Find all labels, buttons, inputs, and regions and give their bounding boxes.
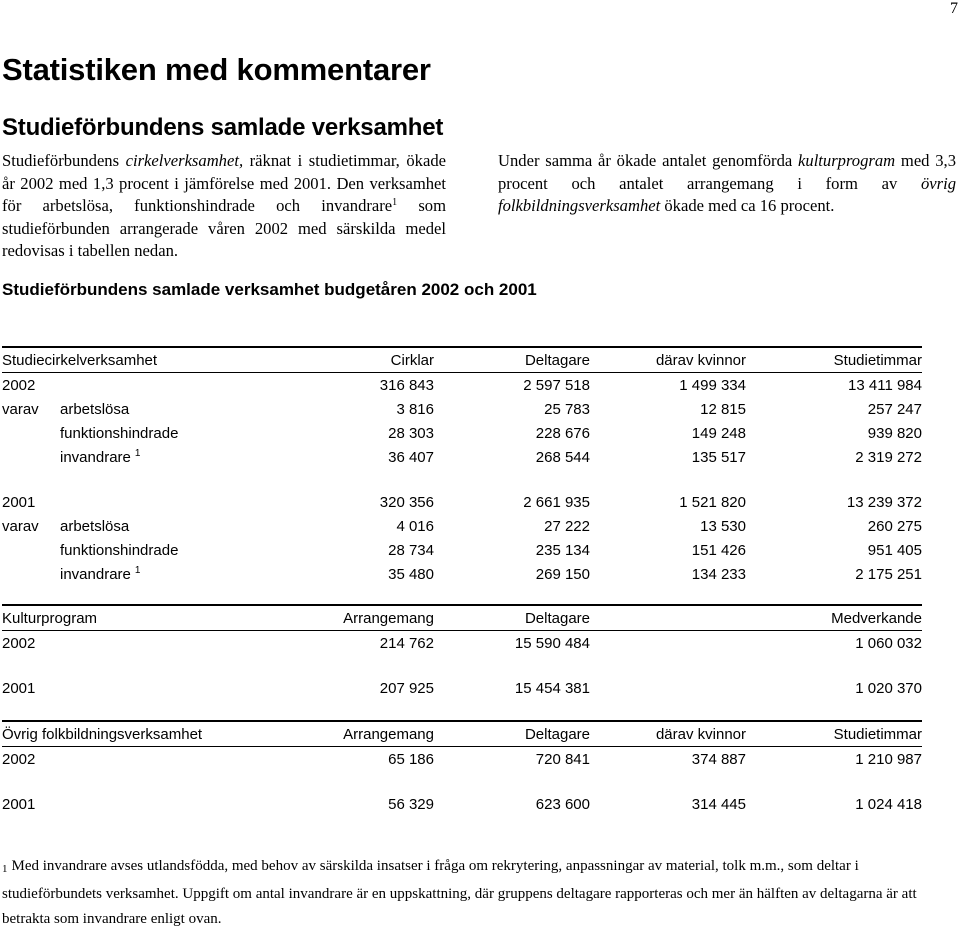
table-cell: 15 454 381	[514, 679, 590, 697]
table-cell: 214 762	[379, 634, 434, 652]
study-circle-table	[2, 346, 922, 586]
table-cell: 4 016	[396, 517, 434, 535]
table-cell: 135 517	[691, 448, 746, 466]
table-cell: 314 445	[691, 795, 746, 813]
table-cell: 1 210 987	[855, 750, 922, 768]
intro-right-text-1: Under samma år ökade antalet genomförda	[498, 151, 799, 170]
table-cell: 2 319 272	[855, 448, 922, 466]
footnote-reference: 1	[134, 564, 141, 576]
spacer-row	[2, 655, 922, 676]
table-cell: 12 815	[700, 400, 746, 418]
table-cell: 720 841	[535, 750, 590, 768]
column-header: därav kvinnor	[590, 721, 746, 747]
column-header: Arrangemang	[260, 721, 434, 747]
table-cell: 623 600	[535, 795, 590, 813]
table-cell: 1 521 820	[679, 493, 746, 511]
spacer-row	[2, 771, 922, 792]
column-header: Deltagare	[434, 721, 590, 747]
row-label	[60, 562, 260, 586]
footnote-reference: 1	[392, 197, 398, 208]
column-header: Kulturprogram	[2, 605, 260, 631]
column-header: Studietimmar	[746, 721, 922, 747]
table-cell: 2 661 935	[523, 493, 590, 511]
table-cell: 1 024 418	[855, 795, 922, 813]
intro-right-text-2: med 3,3 procent och antalet arrangemang i form av	[498, 151, 956, 193]
table-cell: 374 887	[691, 750, 746, 768]
table-cell: 25 783	[544, 400, 590, 418]
table-cell: 269 150	[535, 565, 590, 583]
table-cell: 1 499 334	[679, 376, 746, 394]
table-cell: 228 676	[535, 424, 590, 442]
table-cell: 260 275	[867, 517, 922, 535]
table-row	[2, 676, 922, 700]
column-header: Arrangemang	[260, 605, 434, 631]
table-row	[2, 514, 922, 538]
column-header: Deltagare	[434, 605, 590, 631]
table-cell: 151 426	[691, 541, 746, 559]
column-header: Studietimmar	[746, 347, 922, 373]
table-cell: 36 407	[388, 448, 434, 466]
table-cell: 235 134	[535, 541, 590, 559]
column-header: Studiecirkelverksamhet	[2, 347, 260, 373]
page-number: 7	[950, 0, 958, 17]
table-cell: 13 411 984	[848, 376, 922, 394]
culture-program-table	[2, 604, 922, 700]
intro-right-text-3: ökade med ca 16 procent.	[660, 196, 835, 215]
row-label: arbetslösa	[60, 517, 130, 535]
table-cell: 316 843	[379, 376, 434, 394]
table-row	[2, 792, 922, 816]
table-cell: 28 734	[388, 541, 434, 559]
year-cell: 2002	[2, 376, 36, 394]
table-row	[2, 490, 922, 514]
table-cell: 2 175 251	[855, 565, 922, 583]
table-cell: 134 233	[691, 565, 746, 583]
other-activity-table	[2, 720, 922, 816]
table-cell: 1 060 032	[855, 634, 922, 652]
section-heading: Studieförbundens samlade verksamhet	[2, 114, 444, 141]
table-row	[2, 562, 922, 586]
column-header: Medverkande	[746, 605, 922, 631]
table-cell: 13 530	[700, 517, 746, 535]
table-cell: 951 405	[867, 541, 922, 559]
table-row	[2, 445, 922, 469]
table-cell: 268 544	[535, 448, 590, 466]
row-prefix: varav	[2, 400, 39, 418]
table-cell: 1 020 370	[855, 679, 922, 697]
year-cell: 2001	[2, 679, 36, 697]
table-cell: 320 356	[379, 493, 434, 511]
intro-left-text-2: räknat i studietimmar, ökade år 2002 med 1,3 procent i jämförelse med 2001. Den verksamhet för arbetslösa, funktionshindrade och invandrare	[2, 151, 446, 215]
intro-paragraph-right	[498, 150, 956, 218]
table-row	[2, 747, 922, 772]
intro-paragraph-left	[2, 150, 446, 263]
row-label: funktionshindrade	[60, 424, 179, 442]
table-cell: 149 248	[691, 424, 746, 442]
table-header-row	[2, 605, 922, 631]
table-row	[2, 538, 922, 562]
table-row	[2, 421, 922, 445]
column-header: därav kvinnor	[590, 347, 746, 373]
year-cell: 2001	[2, 493, 36, 511]
page-title: Statistiken med kommentarer	[2, 52, 431, 87]
year-cell: 2001	[2, 795, 36, 813]
table-cell: 28 303	[388, 424, 434, 442]
row-label-text: invandrare	[60, 565, 131, 583]
column-header: Deltagare	[434, 347, 590, 373]
intro-left-text-3: som studieförbunden arrangerade våren 2002 med särskilda medel redovisas i tabellen nedan.	[2, 196, 447, 260]
year-cell: 2002	[2, 750, 36, 768]
table-cell: 3 816	[396, 400, 434, 418]
row-label	[60, 445, 260, 469]
table-cell: 35 480	[388, 565, 434, 583]
table-header-row	[2, 721, 922, 747]
spacer-row	[2, 469, 922, 490]
table-row	[2, 631, 922, 656]
table-cell: 2 597 518	[523, 376, 590, 394]
intro-left-italic: cirkelverksamhet,	[125, 151, 244, 170]
table-cell: 56 329	[388, 795, 434, 813]
table-cell: 939 820	[867, 424, 922, 442]
intro-right-italic-2: övrig folkbildningsverksamhet	[498, 173, 956, 215]
table-row	[2, 397, 922, 421]
intro-right-italic-1: kulturprogram	[798, 151, 896, 170]
column-header: Cirklar	[260, 347, 434, 373]
table-title: Studieförbundens samlade verksamhet budgetåren 2002 och 2001	[2, 280, 537, 299]
table-cell: 207 925	[379, 679, 434, 697]
footnote-reference: 1	[134, 447, 141, 459]
table-cell: 15 590 484	[514, 634, 590, 652]
table-header-row	[2, 347, 922, 373]
table-cell: 65 186	[388, 750, 434, 768]
year-cell: 2002	[2, 634, 36, 652]
table-cell: 257 247	[867, 400, 922, 418]
column-header: Övrig folkbildningsverksamhet	[2, 721, 260, 747]
row-label: arbetslösa	[60, 400, 130, 418]
row-label-text: invandrare	[60, 448, 131, 466]
table-cell: 27 222	[544, 517, 590, 535]
table-cell: 13 239 372	[846, 493, 922, 511]
intro-left-text-1: Studieförbundens	[2, 151, 126, 170]
table-row	[2, 373, 922, 398]
row-prefix: varav	[2, 517, 39, 535]
footnote-marker: 1	[2, 863, 8, 875]
footnote-text: Med invandrare avses utlandsfödda, med behov av särskilda insatser i fråga om rekrytering, anpassningar av material, tolk m.m., som deltar i studieförbundets verksamhet. Uppgift om antal invandrare är en uppskattning, där gruppens deltagare rapporteras och mer än hälften av deltagarna är att betrakta som invandrare enligt ovan.	[2, 858, 917, 927]
footnote	[2, 854, 958, 932]
row-label: funktionshindrade	[60, 541, 179, 559]
